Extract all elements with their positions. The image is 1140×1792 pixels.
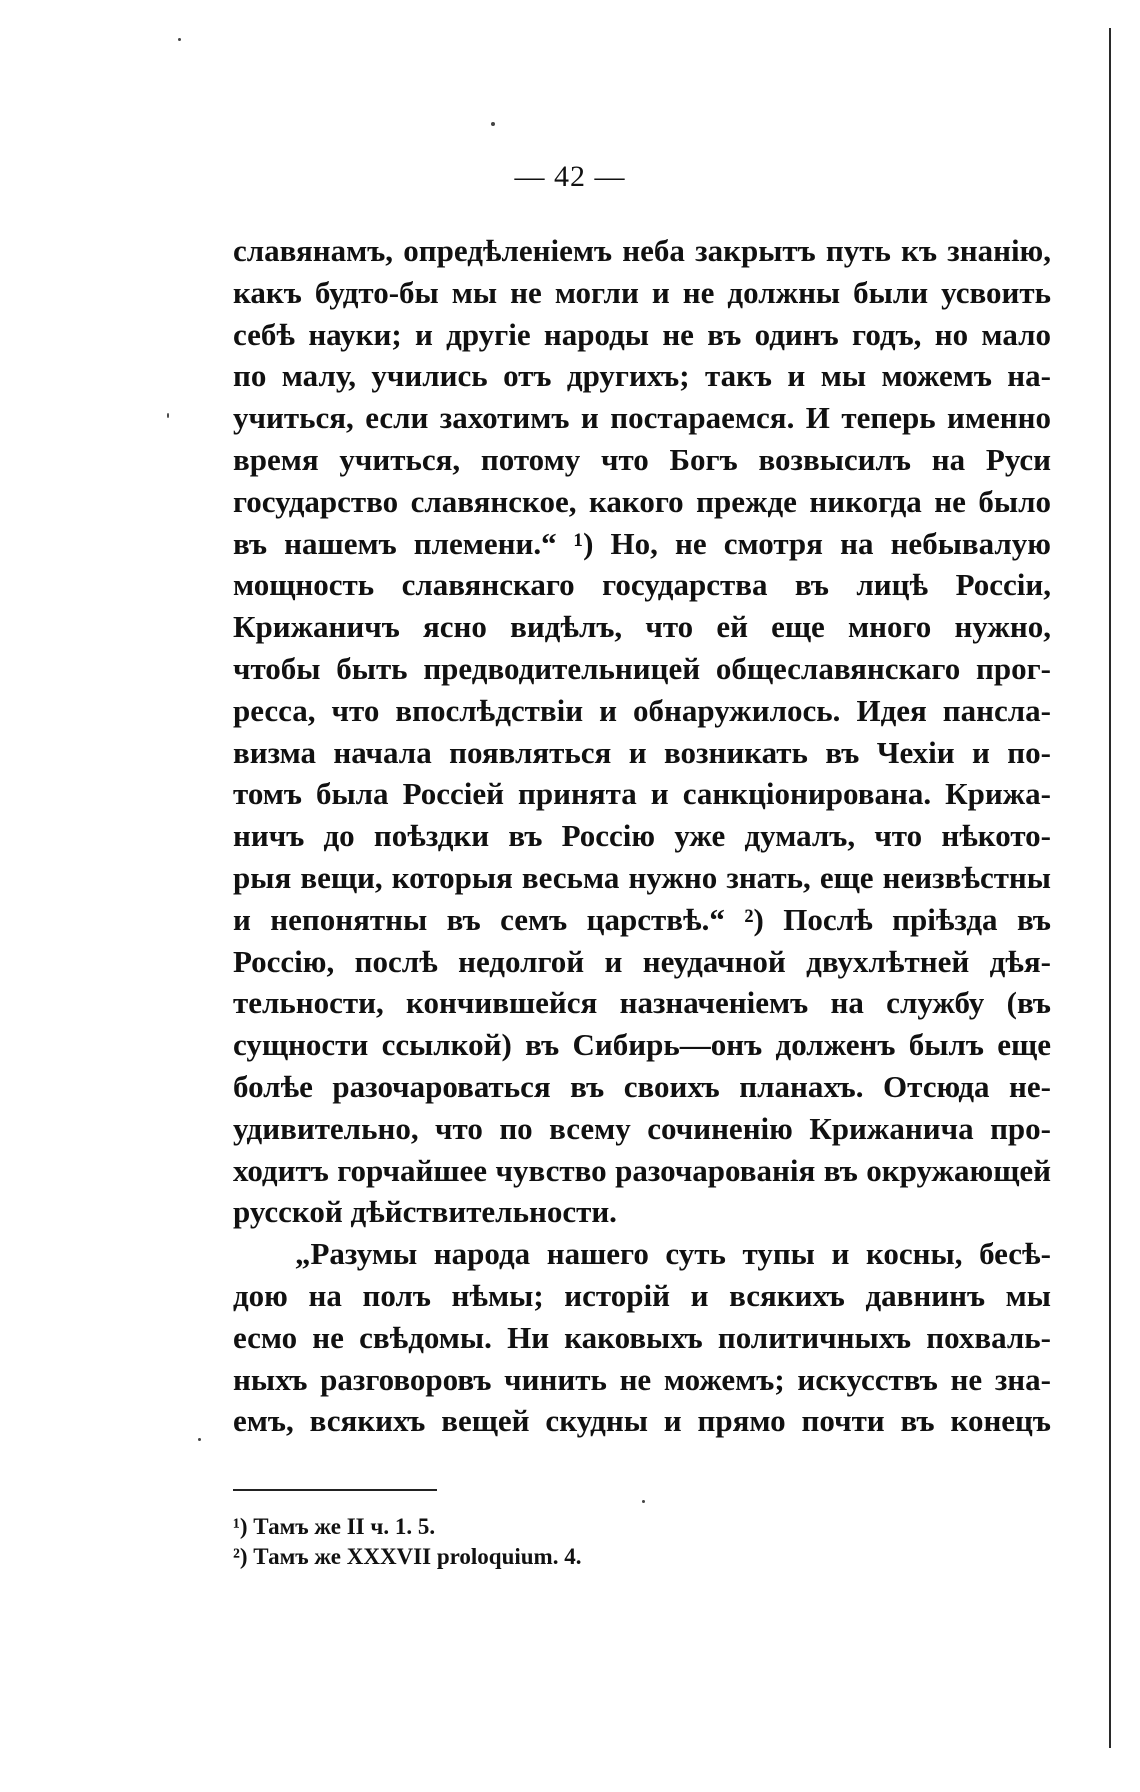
- text-line: дою на полъ нѣмы; исторій и всякихъ давнинъ мы: [233, 1277, 1051, 1313]
- text-line: сущности ссылкой) въ Сибирь—онъ долженъ былъ еще: [233, 1027, 1051, 1063]
- speck: [642, 1500, 645, 1503]
- paragraph-end-line: русской дѣйствительности.: [233, 1194, 617, 1230]
- text-line: Крижаничъ ясно видѣлъ, что ей еще много нужно,: [233, 609, 1051, 645]
- text-line: томъ была Россіей принята и санкціонирована. Крижа-: [233, 776, 1051, 812]
- text-line: ныхъ разговоровъ чинить не можемъ; искусствъ не зна-: [233, 1361, 1051, 1397]
- footnote-1: ¹) Тамъ же II ч. 1. 5.: [233, 1514, 436, 1539]
- footnotes: [233, 1512, 933, 1572]
- text-line: и непонятны въ семъ царствѣ.“ ²) Послѣ пріѣзда въ: [233, 901, 1051, 937]
- text-line: Россію, послѣ недолгой и неудачной двухлѣтней дѣя-: [233, 943, 1051, 979]
- text-line: славянамъ, опредѣленіемъ неба закрытъ путь къ знанію,: [233, 233, 1051, 268]
- footnote-2: ²) Тамъ же XXXVII proloquium. 4.: [233, 1544, 582, 1569]
- text-line: удивительно, что по всему сочиненію Крижанича про-: [233, 1110, 1051, 1146]
- text-line: визма начала появляться и возникать въ Чехіи и по-: [233, 734, 1051, 770]
- text-line: ничъ до поѣздки въ Россію уже думалъ, что нѣкото-: [233, 818, 1051, 854]
- text-line: въ нашемъ племени.“ ¹) Но, не смотря на небывалую: [233, 525, 1051, 561]
- speck: [178, 38, 181, 41]
- text-line: ходитъ горчайшее чувство разочарованія въ окружающей: [233, 1152, 1051, 1188]
- speck: [167, 413, 169, 418]
- text-line: есмо не свѣдомы. Ни каковыхъ политичныхъ похваль-: [233, 1319, 1051, 1355]
- footnote-separator: [233, 1489, 437, 1491]
- speck: [198, 1438, 201, 1441]
- text-line: ресса, что впослѣдствіи и обнаружилось. Идея пансла-: [233, 692, 1051, 728]
- text-line: болѣе разочароваться въ своихъ планахъ. Отсюда не-: [233, 1068, 1051, 1104]
- text-line: какъ будто-бы мы не могли и не должны были усвоить: [233, 274, 1051, 310]
- page-edge-rule: [1109, 28, 1111, 1748]
- text-line: тельности, кончившейся назначеніемъ на службу (въ: [233, 985, 1051, 1021]
- text-line: время учиться, потому что Богъ возвысилъ на Руси: [233, 441, 1051, 477]
- text-line: по малу, учились отъ другихъ; такъ и мы можемъ на-: [233, 358, 1051, 394]
- text-line: рыя вещи, которыя весьма нужно знать, еще неизвѣстны: [233, 859, 1051, 895]
- body-text: [233, 230, 1051, 1442]
- text-line: мощность славянскаго государства въ лицѣ Россіи,: [233, 567, 1051, 603]
- text-line: емъ, всякихъ вещей скудны и прямо почти въ конецъ: [233, 1403, 1051, 1439]
- page-number: — 42 —: [514, 160, 626, 193]
- speck: [491, 122, 495, 126]
- text-line: чтобы быть предводительницей общеславянскаго прог-: [233, 650, 1051, 686]
- quote-first-line: „Разумы народа нашего суть тупы и косны, бесѣ-: [295, 1236, 1051, 1272]
- text-line: себѣ науки; и другіе народы не въ одинъ годъ, но мало: [233, 316, 1051, 352]
- text-line: учиться, если захотимъ и постараемся. И теперь именно: [233, 400, 1051, 436]
- text-line: государство славянское, какого прежде никогда не было: [233, 483, 1051, 519]
